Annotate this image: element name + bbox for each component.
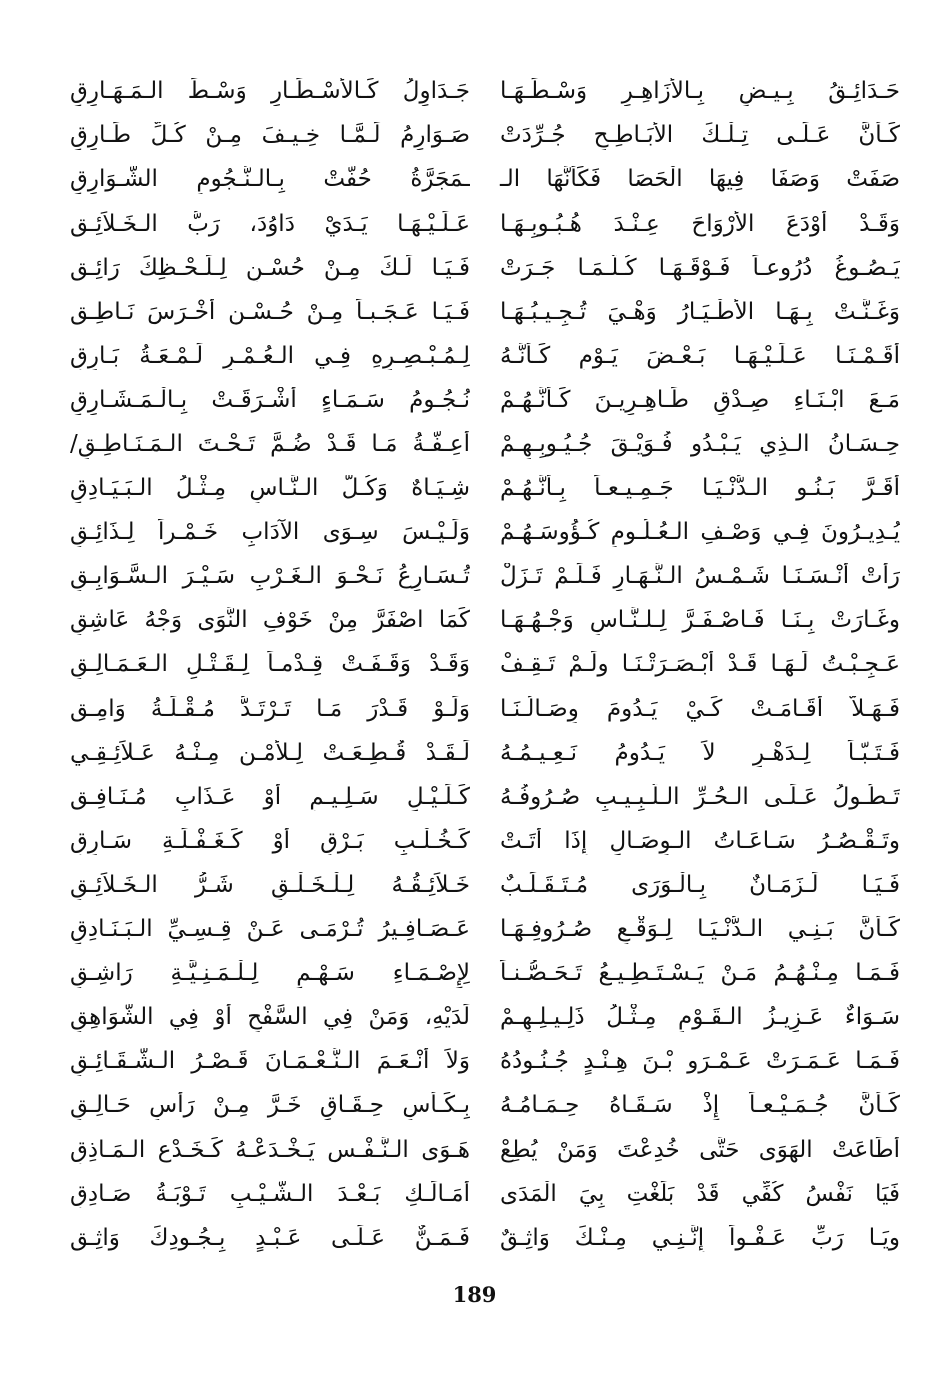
first-hemistich: تَـطُـولُ عَـلَـى الـحُـرِّ الـلَّـبِـيـبِ صُـرُوفُـهُ bbox=[500, 783, 900, 810]
second-hemistich: لَدَيْهِ، وَمَنْ فِي السَّفْحِ أَوْ فِي الشَّوَاهِقِ bbox=[70, 1004, 470, 1031]
first-hemistich: كَـأَنَّ عَـلَـى تِـلْـكَ الأَبَـاطِـحِ جُـرِّدَتْ bbox=[500, 122, 900, 149]
verse-line bbox=[70, 864, 900, 908]
second-hemistich: فَـمَـنٌّ عَـلَـى عَـبْـدٍ بِـجُـودِكَ وَاثِـقِ bbox=[70, 1224, 470, 1251]
verse-line bbox=[70, 820, 900, 864]
first-hemistich: وَغَـنَّـتْ بِـهَـا الأَطْـيَـارُ وَهْـيَ تُـجِـيـبُـهَـا bbox=[500, 298, 900, 325]
first-hemistich: ويَـا رَبِّ عَـفْـواً إِنَّـنِـي مِـنْـكَ وَاثِـقٌ bbox=[500, 1224, 900, 1251]
verse-line bbox=[70, 467, 900, 511]
verse-line bbox=[70, 335, 900, 379]
second-hemistich: لِإِصْـمَـاءِ سَـهْـمٍ لِـلْـمَـنِـيَّـةِ رَاشِـقِ bbox=[70, 960, 470, 987]
first-hemistich: مَـعَ ابْـنَـاءِ صِـدْقٍ طَـاهِـرِيـنَ كَـأَنَّـهُـمْ bbox=[500, 386, 900, 413]
second-hemistich: هَـوَى الـنَّـفْـسِ يَـخْـدَعْـهُ كَـخَـدْعِ الـمَـاذِقِ bbox=[70, 1136, 470, 1163]
second-hemistich: صَـوَارِمُ لَـمَّـا خِـيـفَ مِـنْ كُـلِّ طَـارِقِ bbox=[70, 122, 470, 149]
second-hemistich: كَـخُـلْـبِ بَـرْقٍ أَوْ كَـغَـفْـلَـةِ سَـارِقِ bbox=[70, 827, 470, 854]
first-hemistich: وتَـقْـصُـرُ سَـاعَـاتُ الـوِصَـالِ إِذَا أَتَـتْ bbox=[500, 827, 900, 854]
first-hemistich: أَقَـمْـنَـا عَـلَـيْـهَـا بَـعْـضَ يَـوْمٍ كَـأَنَّـهُ bbox=[500, 342, 900, 369]
first-hemistich: وغَـارَتْ بِـنَـا فَـاصْـفَـرَّ لِـلـنَّـاسِ وَجْـهُـهَـا bbox=[500, 607, 900, 634]
first-hemistich: فَـمَـا عَـمَـرَتْ عَـمْـرَو بْـنَ هِـنْـدٍ جُـنُـودُهُ bbox=[500, 1048, 900, 1075]
verse-line bbox=[70, 776, 900, 820]
verse-line bbox=[70, 1084, 900, 1128]
second-hemistich: عَـلَـيْـهَـا يَـدَيْ دَاوُدَ، رَبُّ الـخَـلاَئِـقِ bbox=[70, 210, 470, 237]
verse-line bbox=[70, 555, 900, 599]
first-hemistich: فَـمَـا مِـنْـهُـمُ مَـنْ يَـسْـتَـطِـيـعُ تَـحَـصُّـنـاً bbox=[500, 960, 900, 987]
second-hemistich: شِـيَـاهٌ وَكُـلُّ الـنَّـاسِ مِـثْـلُ الـبَـيَـادِقِ bbox=[70, 475, 470, 502]
verse-line bbox=[70, 687, 900, 731]
first-hemistich: فَـيَـا لَـزَمَـانٌ بِـالْـوَرَى مُـتَـقَـلِّـبٌ bbox=[500, 871, 900, 898]
verse-line bbox=[70, 952, 900, 996]
second-hemistich: خَـلاَئِـقُـهُ لِـلْـخَـلْـقِ شَـرُّ الـخَـلاَئِـقِ bbox=[70, 871, 470, 898]
second-hemistich: كَـلَـيْـلِ سَـلِـيـمٍ أَوْ عَـذَابِ مُـنَـافِـقِ bbox=[70, 783, 470, 810]
verse-line bbox=[70, 511, 900, 555]
second-hemistich: لِـمُـبْـصِـرِهِ فِـي الـعُـمْـرِ لَـمْـعَـةُ بَـارِقِ bbox=[70, 342, 470, 369]
second-hemistich: نُـجُـومُ سَـمَـاءٍ أَشْـرَقَـتْ بِـالْـمَـشَـارِقِ bbox=[70, 386, 470, 413]
verse-line bbox=[70, 290, 900, 334]
second-hemistich: بِـكَـأْسِ حِـقَـاقٍ خَـرَّ مِـنْ رَأْسِ حَـالِـقِ bbox=[70, 1092, 470, 1119]
verse-line bbox=[70, 246, 900, 290]
verse-line bbox=[70, 1216, 900, 1260]
second-hemistich: كَمَا اصْفَرَّ مِنْ خَوْفِ النَّوَى وَجْهُ عَاشِقِ bbox=[70, 607, 470, 634]
second-hemistich: عَـصَـافِـيرُ تُـرْمَـى عَـنْ قِـسِـيِّ الـبَـنَـادِقِ bbox=[70, 916, 470, 943]
second-hemistich: وَلاَ أَنْـعَـمَ الـنُّـعْـمَـانَ قَـصْـرُ الـشَّـقَـائِـقِ bbox=[70, 1048, 470, 1075]
second-hemistich: فَـيَـا عَـجَـبـاً مِـنْ حُـسْـنِ أَخْـرَسَ نَـاطِـقِ bbox=[70, 298, 470, 325]
second-hemistich: وَلَـيْـسَ سِـوَى الآدَابِ خَـمْـراً لِـذَائِـقِ bbox=[70, 519, 470, 546]
verse-line bbox=[70, 731, 900, 775]
verse-line bbox=[70, 1040, 900, 1084]
verse-line bbox=[70, 70, 900, 114]
first-hemistich: سَـوَاءٌ عَـزِيـزُ الـقَـوْمِ مِـثْـلُ ذَلِـيـلِـهِـمْ bbox=[500, 1004, 900, 1031]
verse-line bbox=[70, 158, 900, 202]
first-hemistich: حَـدَائِـقُ بِـيـضٍ بِـالأَزَاهِـرِ وَسْـطَـهَـا bbox=[500, 78, 900, 105]
first-hemistich: فَـتَـبّـاً لِـدَهْـرٍ لاَ يَـدُومُ نَـعِـيـمُـهُ bbox=[500, 739, 900, 766]
second-hemistich: تُـسَـارِعُ نَـحْـوَ الـغَـرْبِ سَـيْـرَ الـسَّـوَابِـقِ bbox=[70, 563, 470, 590]
verse-line bbox=[70, 114, 900, 158]
second-hemistich: وَقَـدْ وَقَـفَـتْ قِـدْمـاً لِـقَـتْـلِ الـعَـمَـالِـقِ bbox=[70, 651, 470, 678]
page-number: 189 bbox=[452, 1282, 497, 1307]
first-hemistich: يُـدِيـرُونَ فِـي وَصْـفِ الـعُـلُـومِ كُـؤُوسَـهُـمْ bbox=[500, 519, 900, 546]
first-hemistich: وَقَـدْ أَوْدَعَ الأَرْوَاحَ عِـنْـدَ هُـبُـوبِـهَـا bbox=[500, 210, 900, 237]
first-hemistich: فَيَا نَفْسُ كُفِّي قَدْ بَلَغْتِ بِيَ الْمَدَى bbox=[500, 1180, 900, 1207]
verse-line bbox=[70, 908, 900, 952]
verse-line bbox=[70, 379, 900, 423]
second-hemistich: أَعِـفَّـةُ مَـا قَـدْ ضُـمَّ تَـحْـتَ الـمَـنَـاطِـقِ/ bbox=[70, 431, 470, 457]
verse-line bbox=[70, 643, 900, 687]
second-hemistich: جَـدَاوِلُ كَـالأَسْـطَـارِ وَسْـطَ الـمَـهَـارِقِ bbox=[70, 78, 470, 105]
first-hemistich: يَـصُـوغُ دُرُوعـاً فَـوْقَـهَـا كُـلَّـمَـا جَـرَتْ bbox=[500, 254, 900, 281]
verse-line bbox=[70, 202, 900, 246]
first-hemistich: أَقَـرَّ بَـنُـو الـدُّنْـيَـا جَـمِـيـعـاً بِـأَنَّـهُـمْ bbox=[500, 475, 900, 502]
verse-line bbox=[70, 599, 900, 643]
first-hemistich: كَـأَنَّ بَـنِـي الـدُّنْـيَـا لِـوَقْـعِ صُـرُوفِـهَـا bbox=[500, 916, 900, 943]
first-hemistich: رَأَتْ أُنْـسَـنَـا شَـمْـسُ الـنَّـهَـارِ فَـلَـمْ تَـزَلْ bbox=[500, 563, 900, 590]
first-hemistich: كَـأَنَّ جُـمَـيْـعـاً إِذْ سَـقَـاهُ حِـمَـامُـهُ bbox=[500, 1092, 900, 1119]
second-hemistich: فَـيَـا لَـكَ مِـنْ حُسْـنٍ لِـلَـحْـظِكَ رَائِـقِ bbox=[70, 254, 470, 281]
second-hemistich: وَلَـوْ قَـدْرَ مَـا تَـرْتَـدُّ مُـقْـلَـةُ وَامِـقِ bbox=[70, 695, 470, 722]
first-hemistich: أَطَاعَتْ الهَوَى حَتَّى خُدِعْتَ وَمَنْ يُطِعْ bbox=[500, 1136, 900, 1163]
first-hemistich: حِـسَـانُ الـذِي يَـبْـدُو فُـوَيْـقَ جُـيُـوبِـهِـمْ bbox=[500, 431, 900, 457]
verse-line bbox=[70, 1128, 900, 1172]
second-hemistich: ـمَجَرَّةُ حُفَّتْ بِـالـنُّـجُومِ الشَّـوَارِقِ bbox=[70, 166, 470, 193]
first-hemistich: فَـهَـلاَّ أَقَـامَـتْ كَـيْ يَـدُومَ وِصَـالُـنَـا bbox=[500, 695, 900, 722]
first-hemistich: صَفَتْ وَصَفَا فِيهَا الْحَصَا فَكَأَنَّهَا الـ bbox=[500, 166, 900, 193]
first-hemistich: عَـجِـبْـتُ لَـهَـا قَـدْ أَبْـصَـرَتْـنَـا ولَـمْ تَـقِـفْ bbox=[500, 651, 900, 678]
second-hemistich: أَمَـالَـكِ بَـعْـدَ الـشَّـيْـبِ تَـوْبَـةُ صَـادِقِ bbox=[70, 1180, 470, 1207]
poem-block bbox=[70, 70, 900, 1261]
verse-line bbox=[70, 423, 900, 467]
verse-list bbox=[70, 70, 900, 1261]
verse-line bbox=[70, 1172, 900, 1216]
second-hemistich: لَـقَـدْ قُـطِـعَـتْ لِـلأَمْـنِ مِـنْـهُ عَـلاَئِـقِـي bbox=[70, 739, 470, 766]
verse-line bbox=[70, 996, 900, 1040]
